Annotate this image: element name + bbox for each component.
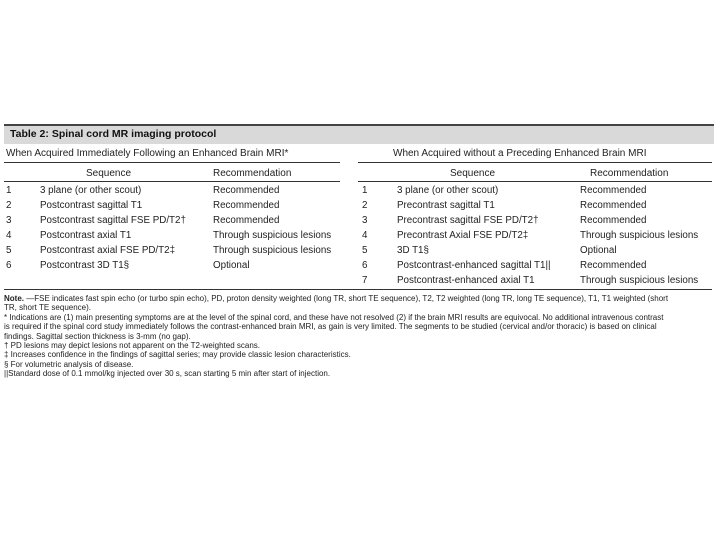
row-sequence: Postcontrast-enhanced axial T1	[397, 275, 535, 286]
row-recommendation: Recommended	[213, 200, 280, 211]
left-col-recommendation: Recommendation	[213, 168, 292, 179]
row-recommendation: Through suspicious lesions	[580, 230, 699, 241]
left-colheader-rule	[4, 181, 340, 182]
row-sequence: Postcontrast 3D T1§	[40, 260, 130, 271]
footnote-line: ||Standard dose of 0.1 mmol/kg injected over 30 s, scan starting 5 min after start of injection.	[4, 369, 331, 379]
row-sequence: 3 plane (or other scout)	[40, 185, 142, 196]
row-number: 7	[362, 275, 368, 286]
row-recommendation: Optional	[213, 260, 250, 271]
left-col-sequence: Sequence	[86, 168, 132, 179]
row-sequence: Precontrast sagittal T1	[397, 200, 495, 211]
row-recommendation: Optional	[580, 245, 617, 256]
row-number: 6	[362, 260, 368, 271]
note-line: TR, short TE sequence).	[4, 303, 91, 313]
row-sequence: Precontrast sagittal FSE PD/T2†	[397, 215, 539, 226]
left-section-heading: When Acquired Immediately Following an Enhanced Brain MRI*	[6, 148, 289, 159]
row-recommendation: Through suspicious lesions	[580, 275, 699, 286]
row-sequence: 3 plane (or other scout)	[397, 185, 499, 196]
row-recommendation: Recommended	[580, 215, 647, 226]
row-number: 4	[6, 230, 12, 241]
row-number: 3	[362, 215, 368, 226]
row-sequence: Precontrast Axial FSE PD/T2‡	[397, 230, 529, 241]
row-sequence: Postcontrast axial T1	[40, 230, 132, 241]
row-number: 5	[362, 245, 368, 256]
row-recommendation: Through suspicious lesions	[213, 230, 332, 241]
footnote-line: † PD lesions may depict lesions not apparent on the T2-weighted scans.	[4, 341, 260, 351]
note-line: Note. —FSE indicates fast spin echo (or turbo spin echo), PD, proton density weighted (long TR, short TE sequence), T2, T2 weighted (long TR, long TE sequence), T1, T1 weighted (short	[4, 294, 669, 303]
row-number: 1	[362, 185, 368, 196]
row-number: 3	[6, 215, 12, 226]
row-sequence: Postcontrast-enhanced sagittal T1||	[397, 260, 551, 271]
footnote-line: * Indications are (1) main presenting symptoms are at the level of the spinal cord, and these have not resolved (2) if the brain MRI results are equivocal. No additional intravenous contrast	[4, 312, 664, 322]
right-col-recommendation: Recommendation	[590, 168, 669, 179]
table-title: Table 2: Spinal cord MR imaging protocol	[10, 128, 217, 140]
row-recommendation: Recommended	[580, 200, 647, 211]
footnote-line: § For volumetric analysis of disease.	[4, 359, 134, 369]
row-number: 6	[6, 260, 12, 271]
right-heading-rule	[358, 162, 712, 163]
row-number: 2	[6, 200, 12, 211]
row-recommendation: Through suspicious lesions	[213, 245, 332, 256]
row-recommendation: Recommended	[213, 185, 280, 196]
note-label: Note.	[4, 294, 24, 303]
table-title-bar	[4, 124, 714, 144]
row-sequence: Postcontrast sagittal T1	[40, 200, 143, 211]
row-sequence: 3D T1§	[397, 245, 429, 256]
footnote-line: is required if the spinal cord study immediately follows the contrast-enhanced brain MRI, as gain is very limited. The segments to be studied (cervical and/or thoracic) is based on clinical	[4, 322, 657, 332]
row-number: 4	[362, 230, 368, 241]
row-number: 5	[6, 245, 12, 256]
row-number: 2	[362, 200, 368, 211]
row-recommendation: Recommended	[213, 215, 280, 226]
row-number: 1	[6, 185, 12, 196]
row-sequence: Postcontrast sagittal FSE PD/T2†	[40, 215, 186, 226]
table-bottom-rule	[4, 289, 712, 290]
table-notes	[4, 294, 710, 379]
row-sequence: Postcontrast axial FSE PD/T2‡	[40, 245, 176, 256]
left-heading-rule	[4, 162, 340, 163]
right-section-heading: When Acquired without a Preceding Enhanced Brain MRI	[393, 148, 647, 159]
row-recommendation: Recommended	[580, 185, 647, 196]
right-col-sequence: Sequence	[450, 168, 496, 179]
right-colheader-rule	[358, 181, 712, 182]
row-recommendation: Recommended	[580, 260, 647, 271]
footnote-line: findings. Sagittal section thickness is 3-mm (no gap).	[4, 331, 191, 341]
footnote-line: ‡ Increases confidence in the findings of sagittal series; may provide classic lesion characteristics.	[4, 350, 351, 360]
